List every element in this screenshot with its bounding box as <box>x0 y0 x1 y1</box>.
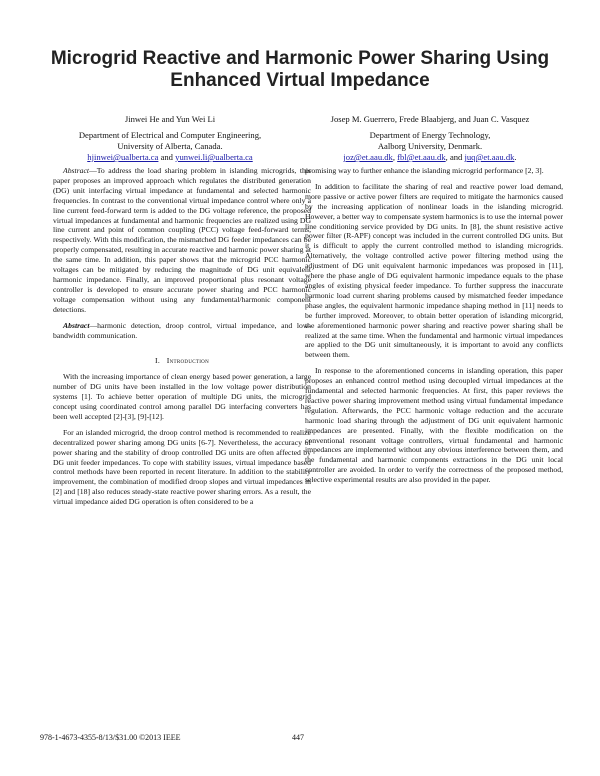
email-link-joz[interactable]: joz@et.aau.dk <box>343 152 393 162</box>
section-title-text: Introduction <box>166 356 210 366</box>
author-dept-left: Department of Electrical and Computer Engineering, <box>78 130 262 140</box>
email-separator: , <box>392 152 398 162</box>
right-paragraph-2: In addition to facilitate the sharing of real and reactive power load demand, more passive or active power filters are required to mitigate the harmonics caused by the increasing application of nonlinear loads in the islanding microgrid. However, a better way to compensate system harmonics is to use the internal power line conditioning service provided by DG units. In [8], the shunt resistive active power filter (R-APF) concept was included in the current controlled DG units. But it is difficult to apply the current controlled method to islanding microgrids. Alternatively, the voltage controlled active power filtering method using the adjustment of DG unit equivalent harmonic impedances was proposed in [11], where the phase angle of DG equivalent harmonic impedance equals to the phase angles of existing physical feeder impedance. To further suppress the inaccurate harmonic load current sharing problems caused by mismatched feeder impedance phase angles, the equivalent harmonic impedance shaping method in [11] needs to be further improved. Moreover, to obtain better operation of islanding micorgrid, the aforementioned harmonic power sharing and reactive power sharing shall be realized at the same time. When the fundamental and harmonic virtual impedances are applied to the DG unit simultaneously, it is important to avoid any conflicts between them. <box>305 181 563 360</box>
page-number: 447 <box>292 733 304 742</box>
section-number: I. <box>154 356 161 366</box>
keywords-text: —harmonic detection, droop control, virtual impedance, and low-bandwidth communication. <box>53 320 311 340</box>
author-emails-right <box>300 152 560 163</box>
author-block-right <box>300 114 560 163</box>
intro-paragraph-2: For an islanded microgrid, the droop control method is recommended to realize decentralized power sharing among DG units [6-7]. Nevertheless, the accuracy of power sharing and the stability of droop controlled DG units are often affected by DG unit feeder impedances. To cope with stability issues, virtual impedance based control methods have been reported in recent literature. In addition to the stability improvement, the combination of modified droop slopes and virtual impedances in [2] and [18] also reduces steady-state reactive power sharing errors. As a result, the virtual impedance aided DG operation is often considered to be a <box>53 427 311 507</box>
author-inst-left: University of Alberta, Canada. <box>117 141 223 151</box>
right-paragraph-3: In response to the aforementioned concerns in islanding operation, this paper proposes an enhanced control method using decoupled virtual impedances at the fundamental and selected harmonic frequencies. At first, this paper reviews the reactive power sharing improvement method using virtual fundamental impedance regulation. Afterwards, the PCC harmonic voltage reduction and the accurate harmonic load sharing through the adjustment of DG unit equivalent harmonic impedances are presented. Finally, with the flexible modification on the conventional resonant voltage controllers, virtual fundamental and harmonic impedances are implemented without any obvious interference between them, and the fundamental and harmonic components extractions in the DG unit local controller are avoided. In order to verify the correctness of the proposed method, selective experimental results are also provided in the paper. <box>305 366 563 485</box>
email-link-yunwei[interactable]: yunwei.li@ualberta.ca <box>175 152 253 162</box>
paper-title <box>0 48 600 92</box>
title-line-2: Enhanced Virtual Impedance <box>170 70 430 91</box>
right-paragraph-1: promising way to further enhance the islanding microgrid performance [2, 3]. <box>305 166 544 175</box>
email-link-juq[interactable]: juq@et.aau.dk <box>464 152 515 162</box>
keywords-label: Abstract <box>63 320 90 330</box>
author-dept-right: Department of Energy Technology, <box>369 130 491 140</box>
author-block-left <box>40 114 300 163</box>
author-emails-left <box>40 152 300 163</box>
email-separator: , and <box>445 152 465 162</box>
abstract-text: —To address the load sharing problem in islanding microgrids, this paper proposes an improved approach which regulates the distributed generation (DG) unit interfacing virtual impedance at fundamental and selected harmonic frequencies. In contrast to the conventional virtual impedance control where only a line current feed-forward term is added to the DG voltage reference, the proposed virtual impedances at fundamental and harmonic frequencies are realized using DG line current and point of common coupling (PCC) voltage feed-forward terms, respectively. With this modification, the mismatched DG feeder impedances can be properly compensated, resulting in accurate reactive and harmonic power sharing at the same time. In addition, this paper shows that the microgrid PCC harmonic voltages can be mitigated by reducing the magnitude of DG unit equivalent harmonic impedance. Finally, an improved proportional plus resonant voltage controller is developed to ensure accurate power sharing and PCC harmonic voltage compensation without using any fundamental/harmonic component detections. <box>53 166 311 314</box>
keywords-paragraph <box>53 321 311 341</box>
email-end: . <box>514 152 517 162</box>
email-link-hjinwei[interactable]: hjinwei@ualberta.ca <box>87 152 159 162</box>
abstract-label: Abstract <box>63 166 90 175</box>
author-names-left: Jinwei He and Yun Wei Li <box>124 114 216 124</box>
abstract-paragraph <box>53 166 311 315</box>
email-link-fbl[interactable]: fbl@et.aau.dk <box>397 152 446 162</box>
title-line-1: Microgrid Reactive and Harmonic Power Sharing Using <box>50 48 550 69</box>
author-inst-right: Aalborg University, Denmark. <box>377 141 483 151</box>
footer-isbn: 978-1-4673-4355-8/13/$31.00 ©2013 IEEE <box>40 733 181 742</box>
author-names-right: Josep M. Guerrero, Frede Blaabjerg, and Juan C. Vasquez <box>330 114 530 124</box>
right-column <box>305 166 563 491</box>
email-separator: and <box>158 152 176 162</box>
section-heading <box>53 356 311 366</box>
intro-paragraph-1: With the increasing importance of clean energy based power generation, a large number of DG units have been installed in the low voltage power distribution systems [1]. To achieve better operation of multiple DG units, the microgrid concept using coordinated control among parallel DG interfacing converters has been well accepted [2]-[3], [9]-[12]. <box>53 372 311 421</box>
left-column <box>53 166 311 513</box>
